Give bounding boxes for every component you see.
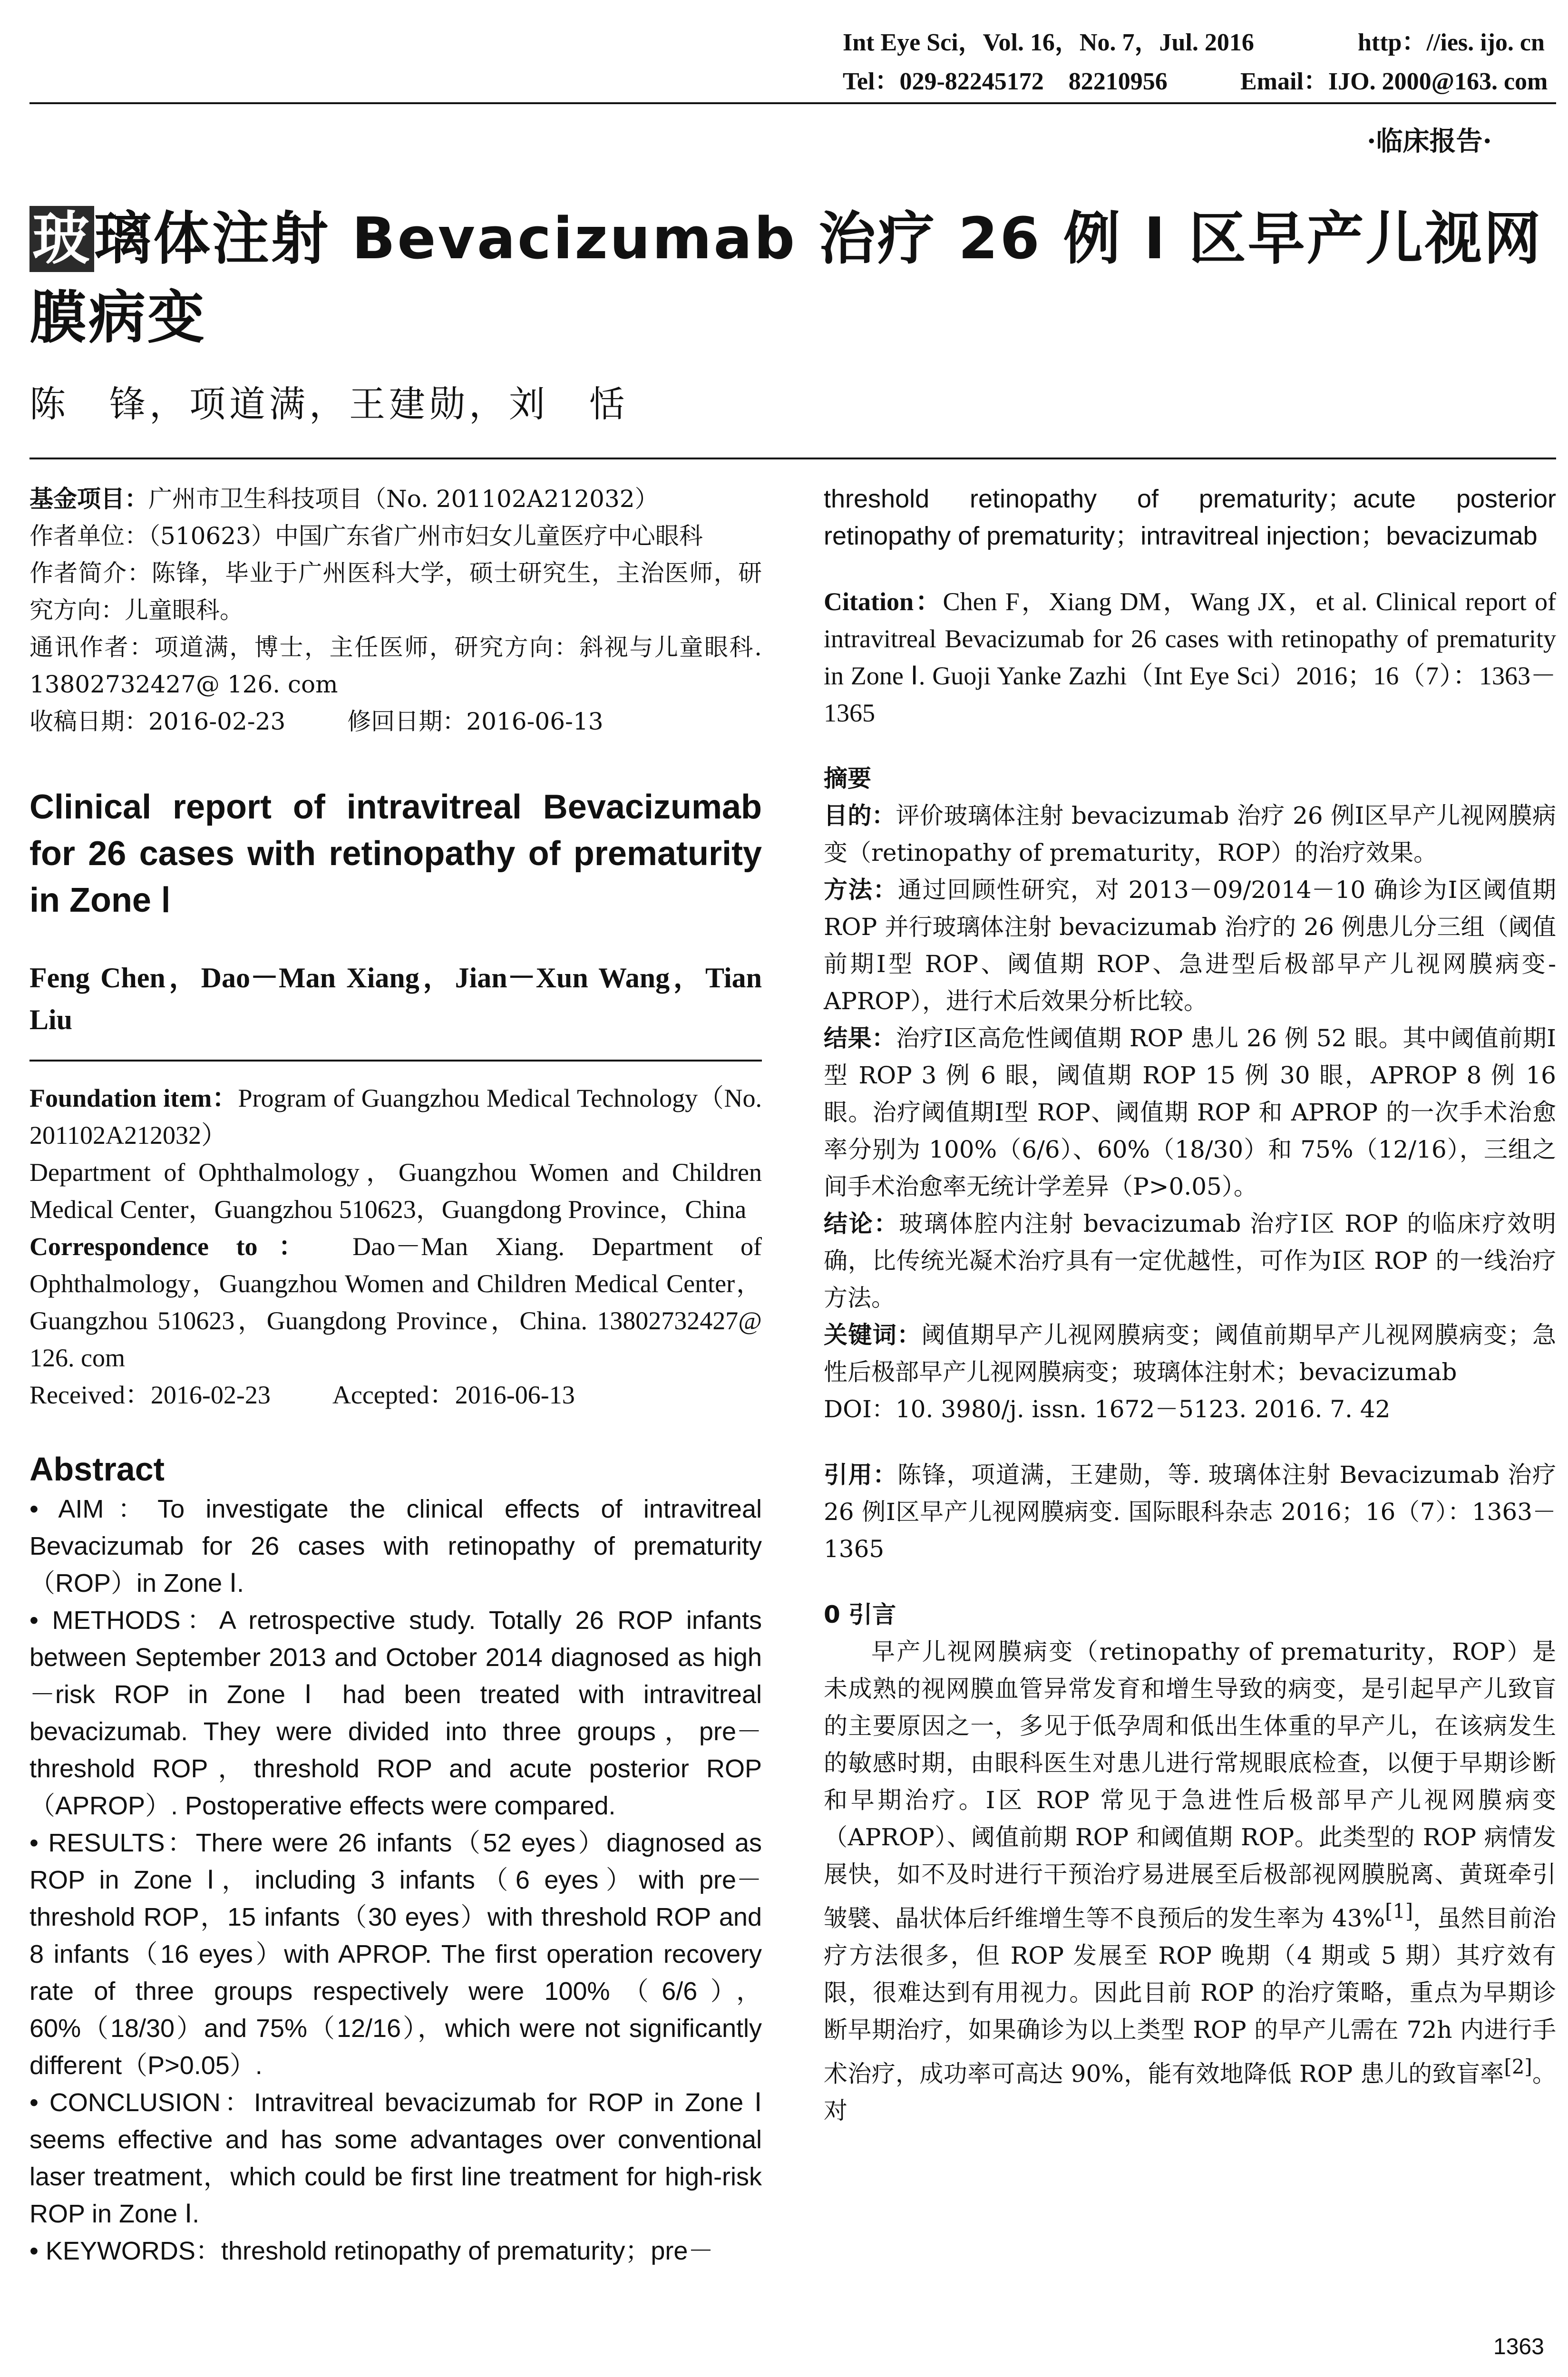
section-label: ·临床报告· [1367,126,1492,157]
journal-tel: Tel：029-82245172 82210956 [843,68,1168,95]
accepted-en: Accepted：2016-06-13 [332,1381,575,1409]
abstract-heading: Abstract [29,1451,165,1488]
author-bio-cn: 作者简介：陈锋，毕业于广州医科大学，硕士研究生，主治医师，研究方向：儿童眼科。 [29,559,762,624]
keywords-cn: 关键词：阈值期早产儿视网膜病变；阈值前期早产儿视网膜病变；急性后极部早产儿视网膜病变；玻璃体注射术；bevacizumab [824,1321,1557,1386]
citation-cn: 引用：陈锋，项道满，王建勋，等. 玻璃体注射 Bevacizumab 治疗 26 例Ⅰ区早产儿视网膜病变. 国际眼科杂志 2016；16（7）：1363－1365 [824,1461,1557,1563]
left-rule [29,1060,762,1062]
dates-cn [29,703,762,740]
foundation-en: Foundation item：Program of Guangzhou Medical Technology（No. 201102A212032） [29,1084,762,1150]
article-title [29,200,1561,358]
journal-info: Int Eye Sci，Vol. 16，No. 7，Jul. 2016 [843,29,1254,56]
received-cn: 收稿日期：2016-02-23 [29,708,286,735]
english-authors: Feng Chen，Dao－Man Xiang，Jian－Xun Wang，Tian Liu [29,962,762,1035]
left-column [29,480,762,2270]
affiliation-cn: 作者单位：（510623）中国广东省广州市妇女儿童医疗中心眼科 [29,522,703,550]
page-number: 1363 [1493,2334,1544,2359]
abstract-conclusion: • CONCLUSION：Intravitreal bevacizumab for ROP in Zone Ⅰ seems effective and has some advantages over conventional laser treatment，which could be first line treatment for high-risk ROP in Zone Ⅰ. [29,2088,762,2228]
abstract-aim: • AIM：To investigate the clinical effects of intravitreal Bevacizumab for 26 cases with retinopathy of prematurity（ROP）in Zone Ⅰ. [29,1495,762,1598]
department-en: Department of Ophthalmology，Guangzhou Women and Children Medical Center，Guangzhou 510623，Guangdong Province，China [29,1158,762,1224]
aim-cn: 目的：评价玻璃体注射 bevacizumab 治疗 26 例Ⅰ区早产儿视网膜病变（retinopathy of prematurity，ROP）的治疗效果。 [824,802,1557,867]
conclusion-cn: 结论：玻璃体腔内注射 bevacizumab 治疗Ⅰ区 ROP 的临床疗效明确，比传统光凝术治疗具有一定优越性，可作为Ⅰ区 ROP 的一线治疗方法。 [824,1210,1556,1312]
received-en: Received：2016-02-23 [29,1381,271,1409]
journal-email[interactable]: Email：IJO. 2000@163. com [1240,68,1548,95]
intro-heading: 0 引言 [824,1601,896,1628]
doi[interactable]: DOI：10. 3980/j. issn. 1672－5123. 2016. 7. 42 [824,1395,1391,1423]
journal-url[interactable]: http：//ies. ijo. cn [1358,29,1545,56]
ref-1[interactable]: [1] [1385,1900,1413,1923]
title-text: 璃体注射 Bevacizumab 治疗 26 例 Ⅰ 区早产儿视网膜病变 [29,206,1543,351]
citation-en: Citation：Chen F，Xiang DM，Wang JX，et al. Clinical report of intravitreal Bevacizumab for 26 cases with retinopathy of prematurity in Zone Ⅰ. Guoji Yanke Zazhi（Int Eye Sci）2016；16（7）：1363－1365 [824,587,1556,727]
revised-cn: 修回日期：2016-06-13 [347,708,604,735]
abstract-keywords: • KEYWORDS：threshold retinopathy of prematurity；pre－ [29,2237,714,2265]
authors-rule [29,458,1556,459]
authors-cn: 陈 锋，项道满，王建勋，刘 恬 [29,383,629,425]
results-cn: 结果：治疗Ⅰ区高危性阈值期 ROP 患儿 26 例 52 眼。其中阈值前期Ⅰ型 ROP 3 例 6 眼，阈值期 ROP 15 例 30 眼，APROP 8 例 16 眼。治疗阈值期Ⅰ型 ROP、阈值期 ROP 和 APROP 的一次手术治愈率分别为 100%（6/6）、60%（18/30）和 75%（12/16），三组之间手术治愈率无统计学差异（P>0.05）。 [824,1024,1556,1200]
english-title: Clinical report of intravitreal Bevacizumab for 26 cases with retinopathy of prematurity in Zone Ⅰ [29,788,762,919]
abstract-cn-heading: 摘要 [824,765,871,792]
title-drop-char: 玻 [29,206,94,272]
funding-cn: 基金项目：广州市卫生科技项目（No. 201102A212032） [29,485,659,513]
methods-cn: 方法：通过回顾性研究，对 2013－09/2014－10 确诊为Ⅰ区阈值期 ROP 并行玻璃体注射 bevacizumab 治疗的 26 例患儿分三组（阈值前期Ⅰ型 ROP、阈值期 ROP、急进型后极部早产儿视网膜病变-APROP），进行术后效果分析比较。 [824,876,1557,1015]
intro-paragraph: 早产儿视网膜病变（retinopathy of prematurity，ROP）是未成熟的视网膜血管异常发育和增生导致的病变，是引起早产儿致盲的主要原因之一，多见于低孕周和低出生体重的早产儿，在该病发生的敏感时期，由眼科医生对患儿进行常规眼底检查，以便于早期诊断和早期治疗。Ⅰ区 ROP 常见于急进性后极部早产儿视网膜病变（APROP）、阈值前期 ROP 和阈值期 ROP。此类型的 ROP 病情发展快，如不及时进行干预治疗易进展至后极部视网膜脱离、黄斑牵引皱襞、晶状体后纤维增生等不良预后的发生率为 43%[1]，虽然目前治疗方法很多，但 ROP 发展至 ROP 晚期（4 期或 5 期）其疗效有限，很难达到有用视力。因此目前 ROP 的治疗策略，重点为早期诊断早期治疗，如果确诊为以上类型 ROP 的早产儿需在 72h 内进行手术治疗，成功率可高达 90%，能有效地降低 ROP 患儿的致盲率[2]。对 [824,1638,1557,2125]
keywords-continued: threshold retinopathy of prematurity；acute posterior retinopathy of prematurity；intravitreal injection；bevacizumab [824,485,1556,550]
header-rule [29,102,1556,104]
ref-2[interactable]: [2] [1504,2055,1532,2078]
abstract-results: • RESULTS：There were 26 infants（52 eyes）diagnosed as ROP in Zone Ⅰ，including 3 infants（6 eyes）with pre－threshold ROP，15 infants（30 eyes）with threshold ROP and 8 infants（16 eyes）with APROP. The first operation recovery rate of three groups respectively were 100%（6/6），60%（18/30）and 75%（12/16），which were not significantly different（P>0.05）. [29,1829,762,2080]
correspondence-en: Correspondence to： Dao－Man Xiang. Department of Ophthalmology，Guangzhou Women and Children Medical Center，Guangzhou 510623，Guangdong Province，China. 13802732427@ 126. com [29,1232,762,1372]
corresponding-cn: 通讯作者：项道满，博士，主任医师，研究方向：斜视与儿童眼科. 13802732427@ 126. com [29,633,762,698]
abstract-methods: • METHODS：A retrospective study. Totally 26 ROP infants between September 2013 and October 2014 diagnosed as high－risk ROP in Zone Ⅰ had been treated with intravitreal bevacizumab. They were divided into three groups，pre－threshold ROP，threshold ROP and acute posterior ROP（APROP）. Postoperative effects were compared. [29,1606,762,1820]
dates-en [29,1376,762,1413]
right-column [824,480,1556,2129]
